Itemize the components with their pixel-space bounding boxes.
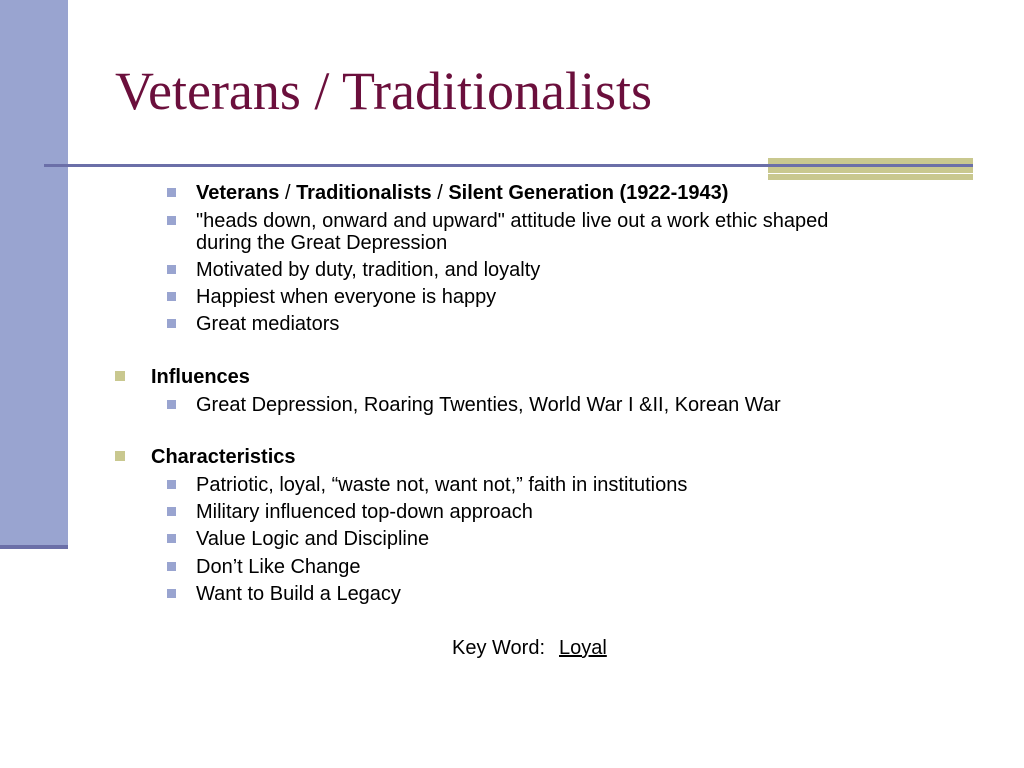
bullet-square-icon <box>167 216 176 225</box>
list-item: Patriotic, loyal, “waste not, want not,” faith in institutions <box>196 474 688 496</box>
bullet-square-icon <box>167 292 176 301</box>
bullet-square-icon <box>115 451 125 461</box>
key-word-label: Key Word: <box>452 637 545 659</box>
list-item: Great mediators <box>196 313 340 335</box>
bullet-square-icon <box>167 319 176 328</box>
separator: / <box>279 182 297 204</box>
list-item: Don’t Like Change <box>196 556 361 578</box>
key-word-value: Loyal <box>559 637 607 659</box>
list-item: Great Depression, Roaring Twenties, World War I &II, Korean War <box>196 394 781 416</box>
list-item <box>196 182 956 204</box>
list-item: Military influenced top-down approach <box>196 501 533 523</box>
bullet-square-icon <box>167 589 176 598</box>
separator: / <box>431 182 449 204</box>
list-item: Value Logic and Discipline <box>196 528 430 550</box>
bullet-square-icon <box>167 265 176 274</box>
bullet-square-icon <box>167 188 176 197</box>
bullet-square-icon <box>167 507 176 516</box>
section-heading-influences: Influences <box>151 366 250 388</box>
section-heading-characteristics: Characteristics <box>151 446 296 468</box>
list-item-line: "heads down, onward and upward" attitude live out a work ethic shaped <box>196 210 829 232</box>
list-item: Happiest when everyone is happy <box>196 286 497 308</box>
bold-term: Silent Generation (1922-1943) <box>448 182 729 204</box>
key-word <box>452 637 607 659</box>
list-item <box>196 210 956 254</box>
bold-term: Traditionalists <box>296 182 432 204</box>
list-item: Motivated by duty, tradition, and loyalty <box>196 259 541 281</box>
bullet-square-icon <box>167 562 176 571</box>
bullet-square-icon <box>115 371 125 381</box>
list-item-line: during the Great Depression <box>196 232 448 254</box>
bullet-square-icon <box>167 534 176 543</box>
list-item: Want to Build a Legacy <box>196 583 401 605</box>
bullet-square-icon <box>167 480 176 489</box>
bold-term: Veterans <box>196 182 280 204</box>
bullet-square-icon <box>167 400 176 409</box>
slide-title: Veterans / Traditionalists <box>115 61 652 121</box>
